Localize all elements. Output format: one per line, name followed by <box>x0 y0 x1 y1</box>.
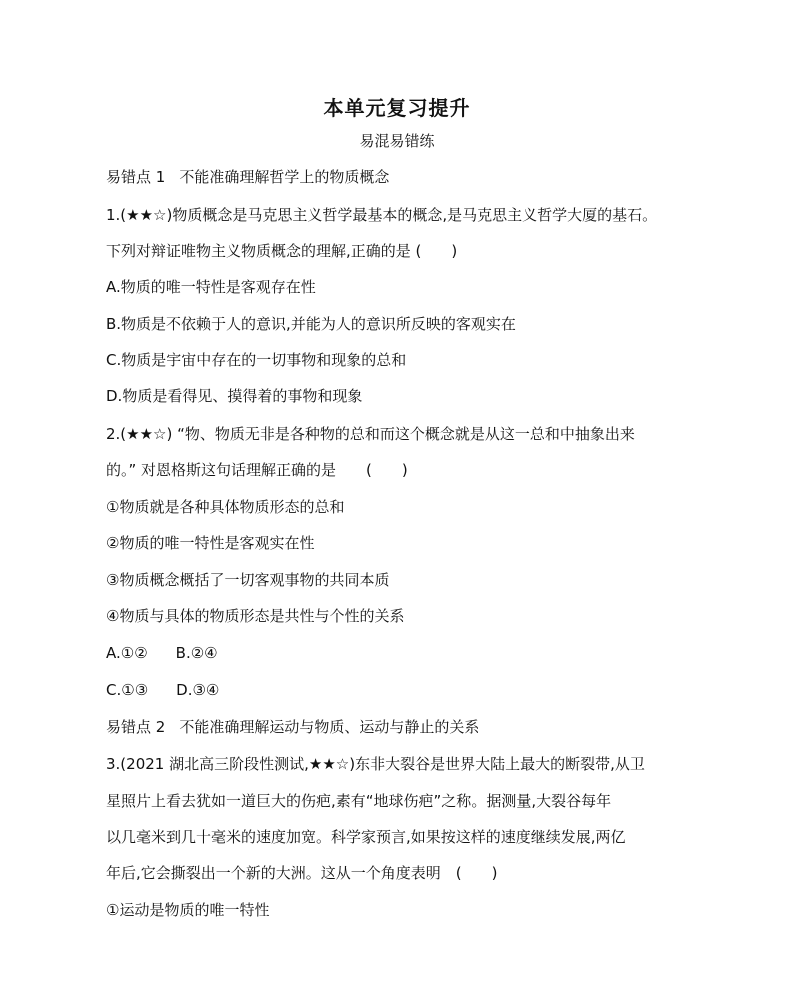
question-1-option-a: A.物质的唯一特性是客观存在性 <box>106 278 316 296</box>
question-2-stem-line-2: 的。” 对恩格斯这句话理解正确的是 ( ) <box>106 461 408 479</box>
question-3-stem-line-3: 以几毫米到几十毫米的速度加宽。科学家预言,如果按这样的速度继续发展,两亿 <box>106 828 626 846</box>
section-label: 易错点 1 <box>106 168 166 186</box>
question-1-option-d: D.物质是看得见、摸得着的事物和现象 <box>106 387 363 405</box>
section-heading-2 <box>106 717 479 737</box>
question-1-stem-line-1: 1.(★★☆)物质概念是马克思主义哲学最基本的概念,是马克思主义哲学大厦的基石。 <box>106 206 658 224</box>
question-1-option-c: C.物质是宇宙中存在的一切事物和现象的总和 <box>106 351 407 369</box>
question-2-option-c: C.①③ <box>106 681 149 699</box>
question-2-options-row-2 <box>106 680 219 700</box>
question-2-options-row-1 <box>106 643 218 663</box>
section-label: 易错点 2 <box>106 718 166 736</box>
section-heading-1 <box>106 167 389 187</box>
section-title: 不能准确理解运动与物质、运动与静止的关系 <box>179 718 480 736</box>
question-2-stem-line-1: 2.(★★☆) “物、物质无非是各种物的总和而这个概念就是从这一总和中抽象出来 <box>106 425 635 443</box>
question-2-item-4: ④物质与具体的物质形态是共性与个性的关系 <box>106 607 405 625</box>
question-2-item-1: ①物质就是各种具体物质形态的总和 <box>106 498 345 516</box>
section-title: 不能准确理解哲学上的物质概念 <box>179 168 390 186</box>
question-2-item-2: ②物质的唯一特性是客观实在性 <box>106 534 315 552</box>
page-subtitle: 易混易错练 <box>359 132 435 150</box>
page-title: 本单元复习提升 <box>323 96 471 120</box>
question-2-item-3: ③物质概念概括了一切客观事物的共同本质 <box>106 571 390 589</box>
question-1-stem-line-2: 下列对辩证唯物主义物质概念的理解,正确的是 ( ) <box>106 242 458 260</box>
question-3-stem-line-1: 3.(2021 湖北高三阶段性测试,★★☆)东非大裂谷是世界大陆上最大的断裂带,从卫 <box>106 755 645 773</box>
question-2-option-a: A.①② <box>106 644 148 662</box>
question-1-option-b: B.物质是不依赖于人的意识,并能为人的意识所反映的客观实在 <box>106 315 516 333</box>
question-2-option-b: B.②④ <box>175 644 218 662</box>
question-3-stem-line-2: 星照片上看去犹如一道巨大的伤疤,素有“地球伤疤”之称。据测量,大裂谷每年 <box>106 792 612 810</box>
question-2-option-d: D.③④ <box>176 681 220 699</box>
question-3-item-1: ①运动是物质的唯一特性 <box>106 901 270 919</box>
question-3-stem-line-4: 年后,它会撕裂出一个新的大洲。这从一个角度表明 ( ) <box>106 864 498 882</box>
